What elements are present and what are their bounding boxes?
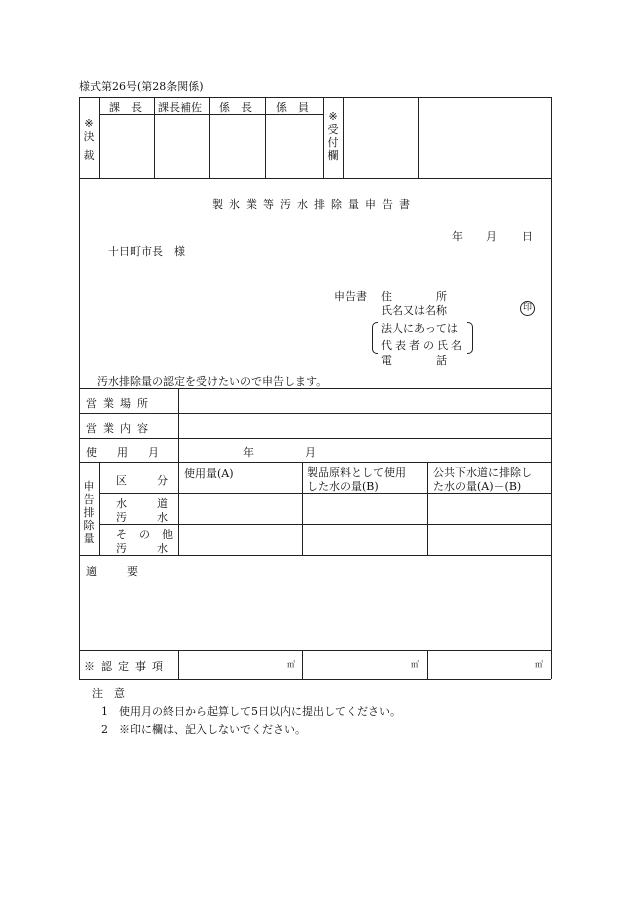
unit-cubic-meter-2: ㎥ [411,660,419,669]
bracket-left-icon [372,322,378,354]
applicant-label: 申告書 [334,290,367,303]
header-assistant-chief: 課長補佐 [158,101,202,114]
division-label: 区分 [116,474,198,487]
approval-label: ※ 決 裁 [83,117,95,162]
applicant-phone-label: 電 話 [381,354,447,367]
other-discharge-cell[interactable] [429,526,550,554]
bracket-right-icon [467,322,473,354]
summary-label: 適要 [86,565,168,578]
reception-label: ※ 受 付 欄 [327,110,339,162]
applicant-name-label: 氏名又は名称 [381,304,447,317]
row-other-line2: 汚水 [116,542,198,555]
date-month: 月 [486,230,497,243]
certified-label: ※認定事項 [84,660,169,673]
corp-note-line2: 代表者の氏名 [381,339,465,352]
col-discharge-line1: 公共下水道に排除し [433,466,532,479]
notes-heading: 注 意 [92,687,125,700]
corp-note-line1: 法人にあっては [381,322,458,335]
water-discharge-cell[interactable] [429,495,550,523]
date-day: 日 [522,230,533,243]
col-discharge-line2: た水の量(A)－(B) [433,480,522,493]
usage-month-unit: 月 [305,446,316,459]
note-item-1: 1 使用月の終日から起算して5日以内に提出してください。 [101,705,401,718]
statement: 汚水排除量の認定を受けたいので申告します。 [97,375,328,388]
row-other-line1: その他 [116,528,185,541]
row-water-line2: 汚水 [116,511,198,524]
business-content-field[interactable] [180,415,549,437]
applicant-address-label: 住 所 [381,290,447,303]
usage-year-unit: 年 [243,446,254,459]
unit-cubic-meter-3: ㎥ [535,660,543,669]
col-raw-material-line2: した水の量(B) [307,480,379,493]
business-place-field[interactable] [180,390,549,412]
addressee: 十日町市長 様 [108,245,185,258]
form-number: 様式第26号(第28条関係) [79,80,204,93]
usage-month-label: 使用月 [86,446,179,459]
form-title: 製氷業等汚水排除量申告書 [212,198,416,211]
summary-field[interactable] [81,580,549,648]
header-staff: 係 員 [276,101,309,114]
other-raw-cell[interactable] [304,526,426,554]
water-usage-cell[interactable] [180,495,301,523]
col-usage-header: 使用量(A) [184,467,234,480]
business-place-label: 営業場所 [86,397,154,410]
col-raw-material-line1: 製品原料として使用 [307,466,406,479]
note-item-2: 2 ※印に欄は、記入しないでください。 [101,723,306,736]
date-year: 年 [452,230,463,243]
seal-icon: 印 [520,301,535,316]
water-raw-cell[interactable] [304,495,426,523]
unit-cubic-meter-1: ㎥ [287,660,295,669]
other-usage-cell[interactable] [180,526,301,554]
header-subsection-chief: 係 長 [219,101,252,114]
volume-side-label: 申 告 排 除 量 [83,480,95,545]
row-water-line1: 水道 [116,497,198,510]
header-section-chief: 課 長 [109,101,142,114]
business-content-label: 営業内容 [86,422,154,435]
